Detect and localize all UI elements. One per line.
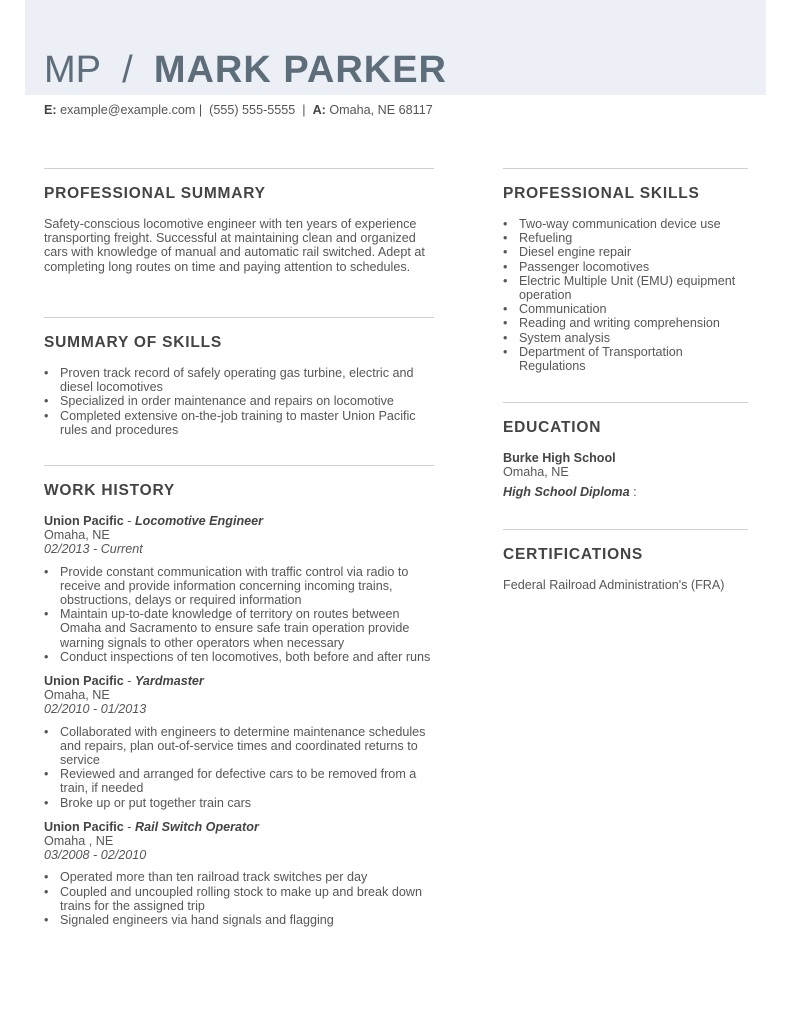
- divider: [44, 465, 434, 466]
- section-heading: CERTIFICATIONS: [503, 546, 644, 563]
- list-item: • Passenger locomotives: [503, 260, 748, 274]
- list-item: • System analysis: [503, 331, 748, 345]
- list-item: • Provide constant communication with traffic control via radio to receive and provide information concerning incoming trains, obstructions, delays or required information: [44, 565, 434, 608]
- divider: [503, 168, 748, 169]
- section-heading: WORK HISTORY: [44, 482, 176, 499]
- section-heading: EDUCATION: [503, 419, 602, 436]
- list-item: • Proven track record of safely operating gas turbine, electric and diesel locomotives: [44, 366, 434, 394]
- list-item: • Communication: [503, 302, 748, 316]
- candidate-name: MP / MARK PARKER: [44, 49, 447, 91]
- professional-skills-section: [503, 168, 748, 373]
- work-history-section: [44, 465, 434, 937]
- job-entry: Union Pacific - Locomotive Engineer Omaha, NE 02/2013 - Current • Provide constant communication with traffic control via radio to receive and provide information concerning incoming trains, obstructions, delays or required information • Maintain up-to-date knowledge of territory on routes between Omaha and Sacramento to ensure safe train operation provide warning signals to other operators when necessary • Conduct inspections of ten locomotives, both before and after runs: [44, 514, 434, 664]
- list-item: • Signaled engineers via hand signals and flagging: [44, 913, 434, 927]
- list-item: • Diesel engine repair: [503, 245, 748, 259]
- list-item: • Specialized in order maintenance and repairs on locomotive: [44, 394, 434, 408]
- summary-of-skills-section: [44, 317, 434, 437]
- job-entry: Union Pacific - Rail Switch Operator Omaha , NE 03/2008 - 02/2010 • Operated more than ten railroad track switches per day • Coupled and uncoupled rolling stock to make up and break down trains for the assigned trip • Signaled engineers via hand signals and flagging: [44, 820, 434, 927]
- list-item: • Refueling: [503, 231, 748, 245]
- divider: [44, 317, 434, 318]
- address: Omaha, NE 68117: [329, 103, 433, 117]
- section-heading: PROFESSIONAL SUMMARY: [44, 185, 266, 202]
- contact-line: E: example@example.com | (555) 555-5555 | A: Omaha, NE 68117: [44, 103, 433, 117]
- list-item: • Electric Multiple Unit (EMU) equipment operation: [503, 274, 748, 302]
- divider: [503, 402, 748, 403]
- list-item: • Reviewed and arranged for defective cars to be removed from a train, if needed: [44, 767, 434, 795]
- list-item: • Completed extensive on-the-job training to master Union Pacific rules and procedures: [44, 409, 434, 437]
- certifications-section: [503, 529, 748, 592]
- professional-summary-section: [44, 168, 434, 274]
- list-item: • Maintain up-to-date knowledge of territory on routes between Omaha and Sacramento to ensure safe train operation provide warning signals to other operators when necessary: [44, 607, 434, 650]
- list-item: • Operated more than ten railroad track switches per day: [44, 870, 434, 884]
- list-item: • Collaborated with engineers to determine maintenance schedules and repairs, plan out-of-service times and coordinated returns to service: [44, 725, 434, 768]
- list-item: • Broke up or put together train cars: [44, 796, 434, 810]
- email: example@example.com: [60, 103, 196, 117]
- section-heading: SUMMARY OF SKILLS: [44, 334, 223, 351]
- list-item: • Conduct inspections of ten locomotives, both before and after runs: [44, 650, 434, 664]
- list-item: • Department of Transportation Regulations: [503, 345, 748, 373]
- section-heading: PROFESSIONAL SKILLS: [503, 185, 700, 202]
- list-item: • Coupled and uncoupled rolling stock to make up and break down trains for the assigned trip: [44, 885, 434, 913]
- certification-item: Federal Railroad Administration's (FRA): [503, 578, 725, 592]
- education-section: EDUCATION Burke High School Omaha, NE High School Diploma :: [503, 402, 748, 500]
- divider: [503, 529, 748, 530]
- summary-text: Safety-conscious locomotive engineer with ten years of experience transporting freight. Successful at maintaining clean and organized cars with knowledge of manual and automatic rail switched. Adept at completing long routes on time and paying attention to schedules.: [44, 217, 425, 274]
- phone: (555) 555-5555: [209, 103, 296, 117]
- list-item: • Two-way communication device use: [503, 217, 748, 231]
- job-entry: Union Pacific - Yardmaster Omaha, NE 02/2010 - 01/2013 • Collaborated with engineers to determine maintenance schedules and repairs, plan out-of-service times and coordinated returns to service • Reviewed and arranged for defective cars to be removed from a train, if needed • Broke up or put together train cars: [44, 674, 434, 810]
- divider: [44, 168, 434, 169]
- list-item: • Reading and writing comprehension: [503, 316, 748, 330]
